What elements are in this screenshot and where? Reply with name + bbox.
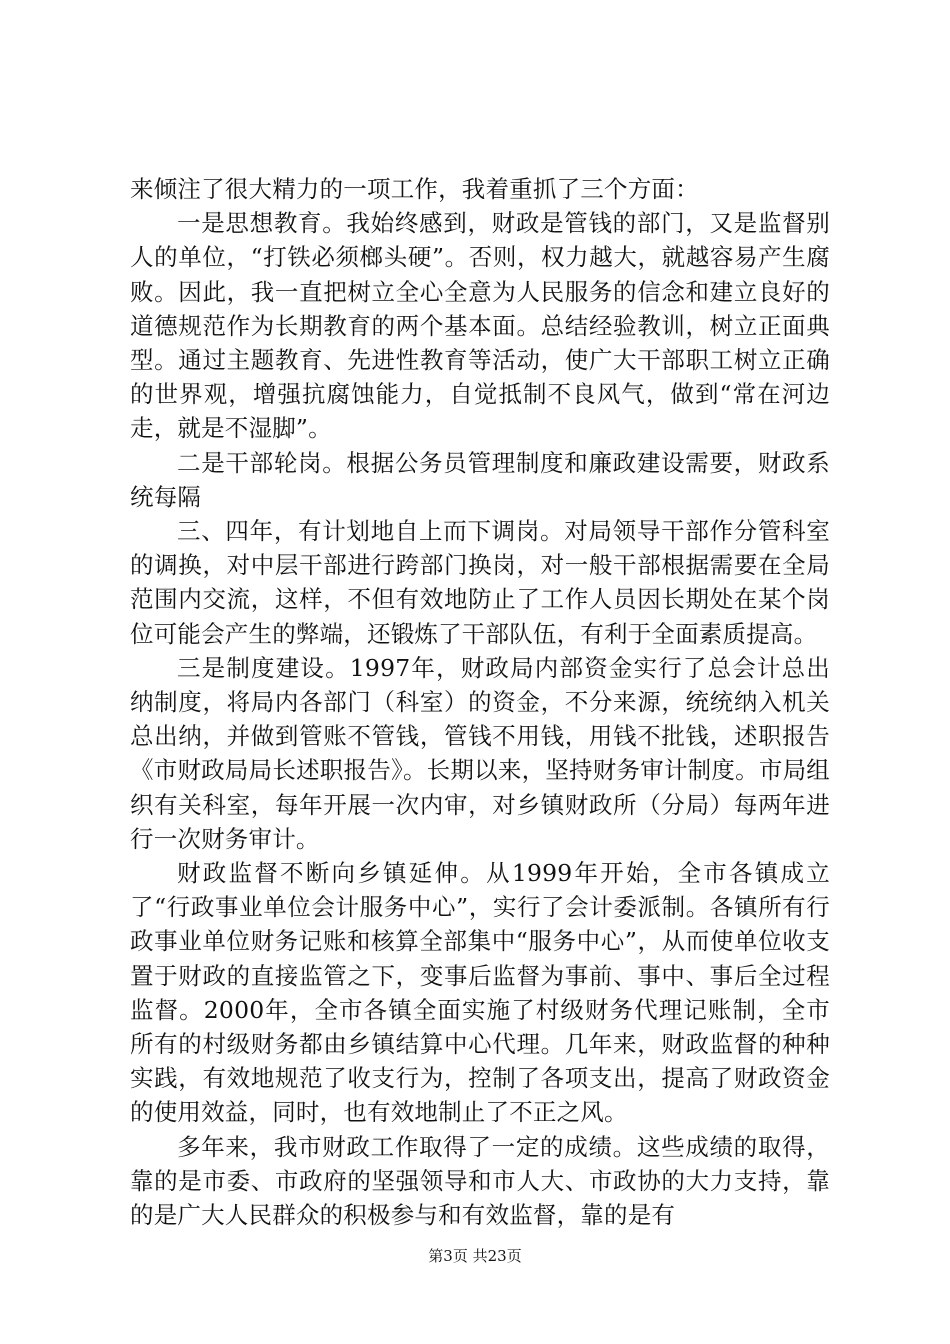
paragraph-2: 一是思想教育。我始终感到，财政是管钱的部门，又是监督别人的单位，“打铁必须榔头硬”。否则，权力越大，就越容易产生腐败。因此，我一直把树立全心全意为人民服务的信念和建立良好的道德规范作为长期教育的两个基本面。总结经验教训，树立正面典型。通过主题教育、先进性教育等活动，使广大干部职工树立正确的世界观，增强抗腐蚀能力，自觉抵制不良风气，做到“常在河边走，就是不湿脚”。 bbox=[130, 209, 830, 443]
page-number-footer: 第3页 共23页 bbox=[428, 1247, 522, 1265]
paragraph-4: 三、四年，有计划地自上而下调岗。对局领导干部作分管科室的调换，对中层干部进行跨部门换岗，对一般干部根据需要在全局范围内交流，这样，不但有效地防止了工作人员因长期处在某个岗位可能会产生的弊端，还锻炼了干部队伍，有利于全面素质提高。 bbox=[130, 517, 830, 648]
paragraph-5: 三是制度建设。1997年，财政局内部资金实行了总会计总出纳制度，将局内各部门（科室）的资金，不分来源，统统纳入机关总出纳，并做到管账不管钱，管钱不用钱，用钱不批钱，述职报告《市财政局局长述职报告》。长期以来，坚持财务审计制度。市局组织有关科室，每年开展一次内审，对乡镇财政所（分局）每两年进行一次财务审计。 bbox=[130, 653, 830, 853]
paragraph-7: 多年来，我市财政工作取得了一定的成绩。这些成绩的取得，靠的是市委、市政府的坚强领导和市人大、市政协的大力支持，靠的是广大人民群众的积极参与和有效监督，靠的是有 bbox=[130, 1132, 830, 1230]
paragraph-6: 财政监督不断向乡镇延伸。从1999年开始，全市各镇成立了“行政事业单位会计服务中心”，实行了会计委派制。各镇所有行政事业单位财务记账和核算全部集中“服务中心”，从而使单位收支置于财政的直接监管之下，变事后监督为事前、事中、事后全过程监督。2000年，全市各镇全面实施了村级财务代理记账制，全市所有的村级财务都由乡镇结算中心代理。几年来，财政监督的种种实践，有效地规范了收支行为，控制了各项支出，提高了财政资金的使用效益，同时，也有效地制止了不正之风。 bbox=[130, 859, 830, 1127]
paragraph-3: 二是干部轮岗。根据公务员管理制度和廉政建设需要，财政系统每隔 bbox=[130, 448, 830, 511]
paragraph-1: 来倾注了很大精力的一项工作，我着重抓了三个方面： bbox=[130, 175, 699, 203]
document-body bbox=[130, 172, 830, 1232]
